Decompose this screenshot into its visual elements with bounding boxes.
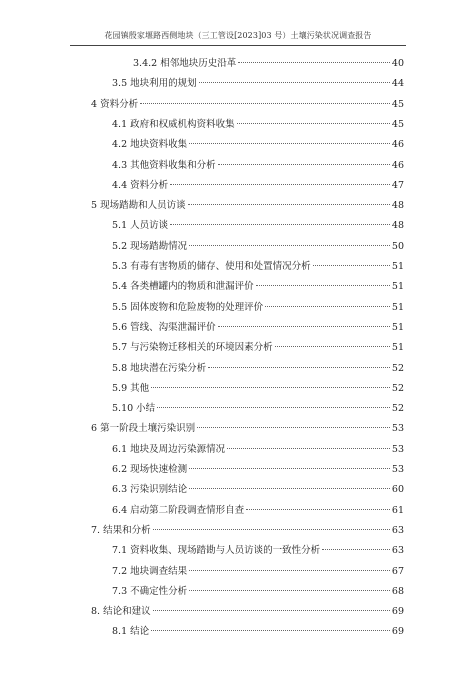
toc-entry-title: 4.2 地块资料收集 [112, 139, 188, 151]
toc-entry[interactable] [112, 463, 404, 477]
toc-entry-title: 3.5 地块利用的规划 [112, 78, 197, 90]
toc-page-number: 63 [391, 524, 404, 536]
header-divider [70, 45, 406, 46]
toc-entry-title: 4.3 其他资料收集和分析 [112, 159, 216, 171]
toc-entry[interactable] [91, 422, 404, 436]
toc-dot-leader [322, 549, 390, 550]
toc-entry[interactable] [112, 625, 404, 639]
toc-dot-leader [265, 306, 390, 307]
toc-entry[interactable] [112, 118, 404, 132]
toc-dot-leader [208, 367, 390, 368]
toc-entry[interactable] [112, 341, 404, 355]
toc-entry-title: 4 资料分析 [91, 98, 139, 110]
toc-entry[interactable] [112, 77, 404, 91]
toc-entry[interactable] [91, 199, 404, 213]
toc-dot-leader [237, 123, 390, 124]
toc-entry[interactable] [112, 321, 404, 335]
toc-entry-title: 8. 结论和建议 [91, 606, 151, 618]
toc-entry[interactable] [112, 504, 404, 518]
toc-entry-title: 7.2 地块调查结果 [112, 565, 188, 577]
toc-entry[interactable] [112, 402, 404, 416]
toc-entry[interactable] [112, 260, 404, 274]
toc-dot-leader [246, 509, 390, 510]
toc-page-number: 48 [391, 220, 404, 232]
toc-entry[interactable] [112, 240, 404, 254]
toc-entry-title: 6.1 地块及周边污染源情况 [112, 443, 226, 455]
toc-entry-title: 7.1 资料收集、现场踏勘与人员访谈的一致性分析 [112, 545, 321, 557]
toc-entry-title: 5.6 管线、沟渠泄漏评价 [112, 321, 216, 333]
toc-dot-leader [256, 285, 390, 286]
toc-entry[interactable] [112, 443, 404, 457]
toc-dot-leader [153, 529, 390, 530]
toc-entry[interactable] [112, 483, 404, 497]
toc-page-number: 53 [391, 423, 404, 435]
toc-entry-title: 8.1 结论 [112, 626, 150, 638]
toc-dot-leader [275, 346, 390, 347]
toc-entry[interactable] [112, 280, 404, 294]
toc-page-number: 51 [391, 261, 404, 272]
toc-page-number: 60 [391, 484, 404, 496]
toc-dot-leader [170, 184, 390, 185]
toc-entry-title: 7.3 不确定性分析 [112, 585, 188, 597]
toc-dot-leader [189, 590, 390, 591]
toc-page-number: 48 [391, 200, 404, 212]
toc-page-number: 63 [391, 545, 404, 557]
toc-dot-leader [140, 103, 390, 104]
toc-dot-leader [313, 265, 390, 266]
toc-dot-leader [170, 224, 390, 225]
toc-dot-leader [218, 326, 390, 327]
toc-page-number: 50 [391, 240, 404, 252]
toc-entry-title: 5.2 现场踏勘情况 [112, 240, 188, 252]
toc-page-number: 53 [391, 464, 404, 475]
toc-page-number: 53 [391, 443, 404, 455]
toc-dot-leader [197, 427, 390, 428]
toc-page-number: 69 [391, 606, 404, 618]
toc-entry-title: 5.10 小结 [112, 403, 156, 415]
toc-entry[interactable] [112, 219, 404, 233]
toc-dot-leader [189, 570, 390, 571]
toc-dot-leader [151, 387, 390, 388]
toc-page-number: 68 [391, 585, 404, 597]
toc-page-number: 69 [391, 626, 404, 638]
toc-dot-leader [157, 407, 390, 408]
toc-entry[interactable] [112, 301, 404, 315]
toc-dot-leader [153, 610, 390, 611]
toc-page-number: 51 [391, 342, 404, 354]
toc-dot-leader [218, 164, 390, 165]
toc-page-number: 52 [391, 362, 404, 374]
toc-entry[interactable] [112, 544, 404, 558]
toc-dot-leader [189, 245, 390, 246]
running-header: 花园镇殷家堰路西侧地块（三工管设[2023]03 号）土壤污染状况调查报告 [104, 31, 372, 40]
toc-entry[interactable] [112, 179, 404, 193]
toc-entry[interactable] [91, 524, 404, 538]
toc-page-number: 51 [391, 301, 404, 313]
toc-entry-title: 5.9 其他 [112, 382, 150, 394]
toc-entry[interactable] [112, 565, 404, 579]
toc-page-number: 45 [391, 98, 404, 110]
toc-entry-title: 6.3 污染识别结论 [112, 484, 188, 496]
toc-page-number: 51 [391, 281, 404, 293]
toc-entry[interactable] [91, 98, 404, 112]
toc-page-number: 52 [391, 382, 404, 394]
toc-entry-title: 6.2 现场快速检测 [112, 464, 188, 475]
toc-page-number: 47 [391, 179, 404, 191]
toc-entry-title: 6 第一阶段土壤污染识别 [91, 423, 196, 435]
toc-dot-leader [227, 448, 390, 449]
toc-dot-leader [151, 630, 390, 631]
toc-dot-leader [189, 488, 390, 489]
toc-entry-title: 5.8 地块潜在污染分析 [112, 362, 207, 374]
toc-entry[interactable] [112, 159, 404, 173]
toc-page-number: 46 [391, 139, 404, 151]
toc-dot-leader [189, 143, 390, 144]
toc-entry-title: 5.3 有毒有害物质的储存、使用和处置情况分析 [112, 261, 311, 272]
toc-entry-title: 7. 结果和分析 [91, 524, 151, 536]
toc-dot-leader [189, 468, 390, 469]
toc-entry[interactable] [112, 585, 404, 599]
toc-entry-title: 5.5 固体废物和危险废物的处理评价 [112, 301, 264, 313]
toc-page-number: 45 [391, 118, 404, 130]
toc-page-number: 67 [391, 565, 404, 577]
toc-entry-title: 5.7 与污染物迁移相关的环境因素分析 [112, 342, 273, 354]
toc-entry[interactable] [112, 362, 404, 376]
toc-entry-title: 5.1 人员访谈 [112, 220, 169, 232]
toc-entry-title: 4.4 资料分析 [112, 179, 169, 191]
toc-page-number: 46 [391, 159, 404, 171]
toc-page-number: 44 [391, 78, 404, 90]
toc-entry-title: 4.1 政府和权威机构资料收集 [112, 118, 235, 130]
toc-entry-title: 5 现场踏勘和人员访谈 [91, 200, 186, 212]
toc-page-number: 40 [391, 58, 404, 69]
toc-entry[interactable] [112, 138, 404, 152]
toc-dot-leader [188, 204, 390, 205]
toc-page-number: 61 [391, 504, 404, 516]
toc-entry[interactable] [112, 382, 404, 396]
toc-entry-title: 5.4 各类槽罐内的物质和泄漏评价 [112, 281, 254, 293]
toc-page-number: 52 [391, 403, 404, 415]
toc-dot-leader [238, 62, 390, 63]
toc-entry[interactable] [133, 57, 404, 71]
toc-dot-leader [199, 82, 390, 83]
toc-entry[interactable] [91, 605, 404, 619]
toc-page-number: 51 [391, 321, 404, 333]
toc-entry-title: 6.4 启动第二阶段调查情形自查 [112, 504, 245, 516]
toc-entry-title: 3.4.2 相邻地块历史沿革 [133, 58, 237, 69]
